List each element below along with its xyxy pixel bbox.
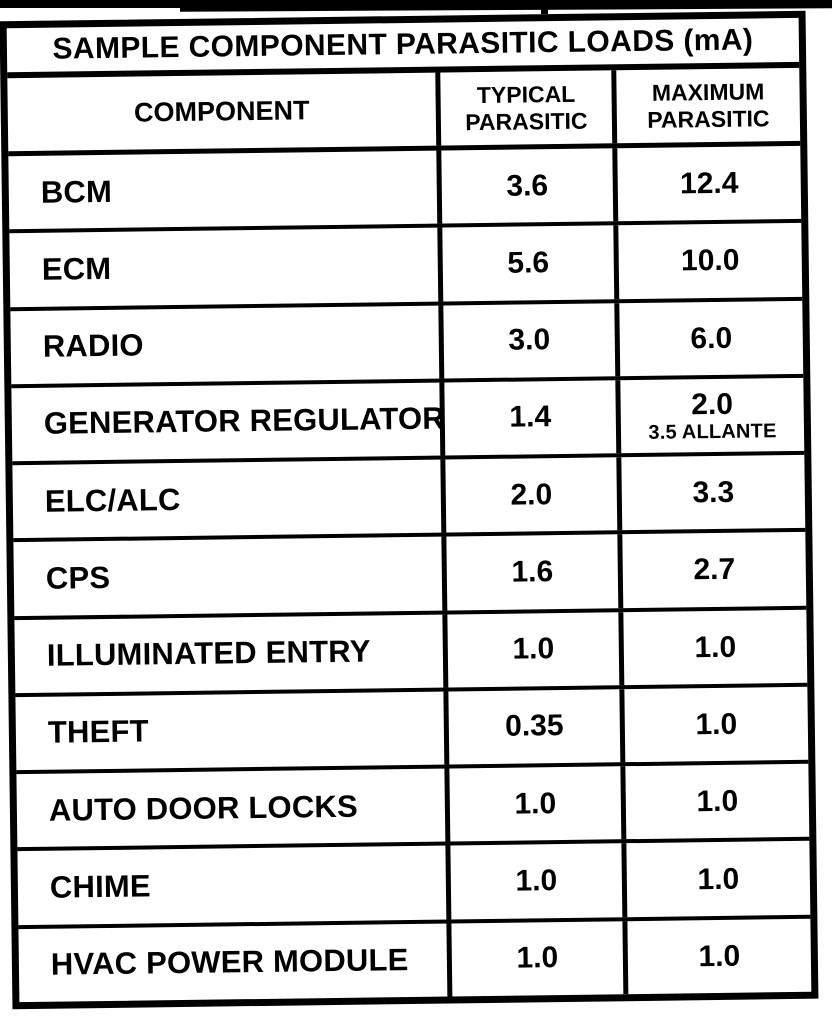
maximum-parasitic-cell [622,532,806,608]
maximum-value: 10.0 [680,244,740,278]
maximum-value: 2.0 [691,387,734,422]
table-header-row [7,68,800,156]
table-row-auto-door-locks [16,764,809,852]
parasitic-loads-table [0,11,818,1009]
maximum-parasitic-cell [620,378,804,454]
typical-parasitic-cell: 1.0 [451,921,628,997]
maximum-value: 1.0 [696,784,739,819]
maximum-value: 1.0 [698,939,741,974]
maximum-value: 1.0 [695,707,738,742]
table-row-illuminated-entry [14,609,807,697]
component-cell: ELC/ALC [12,460,446,539]
maximum-parasitic-cell [624,687,808,763]
typical-parasitic-cell: 1.0 [447,612,624,688]
maximum-value: 6.0 [690,321,733,355]
maximum-value: 1.0 [697,862,740,896]
table-row-elc-alc [12,455,805,543]
component-cell: ECM [9,228,443,307]
table-row-bcm [8,146,801,234]
maximum-value: 12.4 [679,166,739,201]
typical-parasitic-cell: 1.6 [446,535,623,611]
maximum-parasitic-cell [623,609,807,685]
table-row-generator-regulator [11,378,804,466]
component-cell: ILLUMINATED ENTRY [14,614,448,693]
maximum-value: 3.3 [692,475,735,510]
typical-parasitic-cell: 3.0 [443,303,620,379]
typical-parasitic-cell: 1.0 [450,844,627,920]
table-row-ecm [9,223,802,311]
table-row-theft [15,687,808,775]
table-row-hvac-power-module [18,918,811,1002]
maximum-parasitic-cell [617,146,801,222]
component-cell: BCM [8,151,442,230]
maximum-parasitic-cell [621,455,805,531]
component-cell: RADIO [10,305,444,384]
table-title: SAMPLE COMPONENT PARASITIC LOADS (mA) [7,18,800,78]
header-maximum-line2: PARASITIC [647,104,770,133]
maximum-parasitic-cell [626,841,810,917]
header-component: COMPONENT [7,73,441,152]
table-row-chime [17,841,810,929]
header-maximum-parasitic [616,68,800,143]
maximum-parasitic-cell [618,223,802,299]
maximum-value: 1.0 [694,630,737,664]
component-cell: THEFT [15,691,449,770]
typical-parasitic-cell: 3.6 [441,148,618,224]
maximum-note: 3.5 ALLANTE [648,420,777,444]
table-row-cps [13,532,806,620]
component-cell: CHIME [17,846,451,925]
maximum-parasitic-cell [619,300,803,376]
table-row-radio [10,300,803,388]
header-maximum-line1: MAXIMUM [651,77,765,106]
header-typical-line2: PARASITIC [465,107,588,135]
header-typical-parasitic [440,70,617,145]
typical-parasitic-cell: 1.0 [449,766,626,842]
scan-tick-artifact [541,0,548,14]
typical-parasitic-cell: 1.4 [444,380,621,456]
typical-parasitic-cell: 0.35 [448,689,625,765]
typical-parasitic-cell: 2.0 [445,457,622,533]
component-cell: HVAC POWER MODULE [18,923,452,1002]
maximum-parasitic-cell [625,764,809,840]
component-cell: GENERATOR REGULATOR [11,382,445,461]
component-cell: CPS [13,537,447,616]
header-typical-line1: TYPICAL [476,80,576,108]
maximum-value: 2.7 [693,553,736,587]
component-cell: AUTO DOOR LOCKS [16,769,450,848]
typical-parasitic-cell: 5.6 [442,226,619,302]
maximum-parasitic-cell [627,918,811,994]
